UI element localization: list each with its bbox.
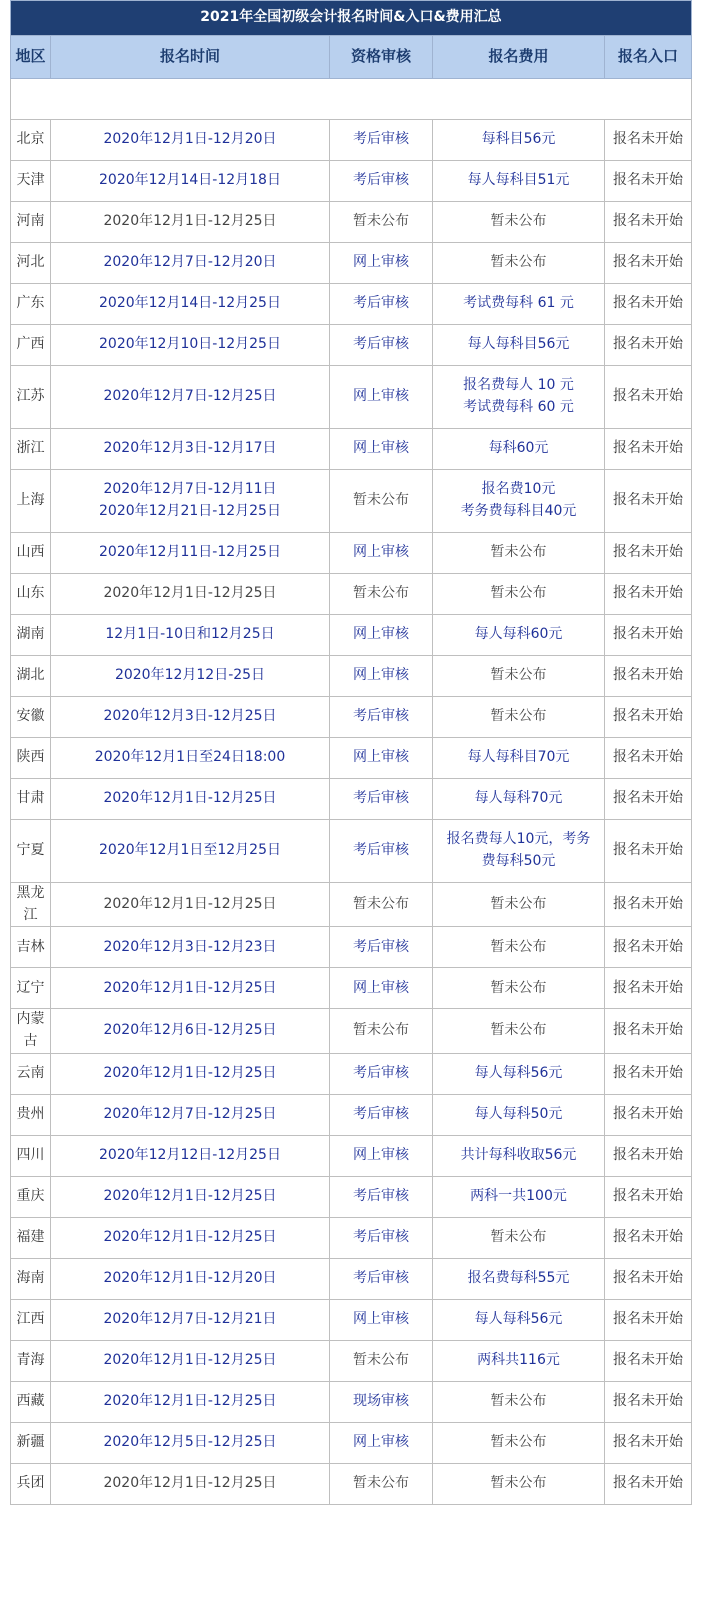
table-row (11, 927, 692, 968)
cell-text-line: 暂未公布 (490, 708, 547, 725)
region-cell: 安徽 (11, 697, 51, 738)
cell-text-line: 2020年12月12日-12月25日 (99, 1146, 281, 1163)
region-cell: 江苏 (11, 366, 51, 429)
cell-text-line: 2020年12月3日-12月23日 (103, 938, 277, 955)
table-row (11, 1053, 692, 1094)
review-cell: 考后审核 (330, 120, 433, 161)
cell-text-line: 2020年12月14日-12月25日 (99, 295, 281, 312)
time-cell (51, 574, 330, 615)
cell-text-line: 2020年12月1日-12月25日 (103, 1228, 277, 1245)
fee-cell (433, 968, 605, 1009)
cell-text-line: 暂未公布 (490, 979, 547, 996)
table-row (11, 202, 692, 243)
time-cell (51, 697, 330, 738)
review-cell: 考后审核 (330, 1258, 433, 1299)
review-cell: 考后审核 (330, 1094, 433, 1135)
time-cell (51, 883, 330, 927)
region-cell: 广东 (11, 284, 51, 325)
entry-cell: 报名未开始 (605, 120, 692, 161)
region-cell: 福建 (11, 1217, 51, 1258)
entry-cell: 报名未开始 (605, 1381, 692, 1422)
entry-cell: 报名未开始 (605, 1463, 692, 1504)
table-row (11, 1135, 692, 1176)
table-row (11, 1094, 692, 1135)
table-row (11, 1217, 692, 1258)
fee-cell (433, 1463, 605, 1504)
table-row (11, 243, 692, 284)
region-cell: 天津 (11, 161, 51, 202)
table-row (11, 1009, 692, 1053)
time-cell (51, 1053, 330, 1094)
cell-text-line: 暂未公布 (490, 667, 547, 684)
time-cell (51, 1299, 330, 1340)
cell-text-line: 每人每科目56元 (467, 336, 570, 353)
fee-cell (433, 366, 605, 429)
entry-cell: 报名未开始 (605, 1340, 692, 1381)
region-cell: 甘肃 (11, 779, 51, 820)
fee-cell (433, 243, 605, 284)
cell-text-line: 2020年12月1日至24日18:00 (94, 749, 286, 766)
entry-cell: 报名未开始 (605, 779, 692, 820)
cell-text-line: 每人每科56元 (474, 1310, 563, 1327)
cell-text-line: 报名费10元 (481, 481, 556, 498)
table-row (11, 1258, 692, 1299)
review-cell: 考后审核 (330, 1053, 433, 1094)
review-cell: 考后审核 (330, 1176, 433, 1217)
region-cell: 贵州 (11, 1094, 51, 1135)
cell-text-line: 费每科50元 (481, 853, 556, 869)
cell-text-line: 2020年12月1日至12月25日 (99, 842, 281, 859)
cell-text-line: 2020年12月12日-25日 (114, 667, 266, 684)
cell-text-line: 暂未公布 (490, 544, 547, 561)
cell-text-line: 每人每科目70元 (467, 749, 570, 766)
fee-cell (433, 429, 605, 470)
review-cell: 网上审核 (330, 656, 433, 697)
entry-cell: 报名未开始 (605, 366, 692, 429)
entry-cell: 报名未开始 (605, 1009, 692, 1053)
cell-text-line: 2020年12月1日-12月25日 (103, 1064, 277, 1081)
table-header-row (11, 36, 692, 79)
table-row (11, 779, 692, 820)
entry-cell: 报名未开始 (605, 615, 692, 656)
time-cell (51, 1340, 330, 1381)
cell-text-line: 每人每科50元 (474, 1105, 563, 1122)
fee-cell (433, 697, 605, 738)
review-cell: 暂未公布 (330, 1009, 433, 1053)
time-cell (51, 1258, 330, 1299)
cell-text-line: 两科一共100元 (470, 1187, 567, 1204)
cell-text-line: 2020年12月1日-12月20日 (103, 131, 277, 148)
review-cell: 暂未公布 (330, 883, 433, 927)
review-cell: 考后审核 (330, 697, 433, 738)
region-cell: 山西 (11, 533, 51, 574)
table-row (11, 1299, 692, 1340)
time-cell (51, 779, 330, 820)
cell-text-line: 2020年12月7日-12月11日 (103, 481, 277, 498)
fee-cell (433, 284, 605, 325)
table-row (11, 1463, 692, 1504)
entry-cell: 报名未开始 (605, 325, 692, 366)
entry-cell: 报名未开始 (605, 656, 692, 697)
region-cell: 内蒙古 (11, 1009, 51, 1053)
table-row (11, 1381, 692, 1422)
entry-cell: 报名未开始 (605, 470, 692, 533)
entry-cell: 报名未开始 (605, 883, 692, 927)
fee-cell (433, 533, 605, 574)
header-region: 地区 (11, 36, 51, 79)
entry-cell: 报名未开始 (605, 1258, 692, 1299)
time-cell (51, 325, 330, 366)
entry-cell: 报名未开始 (605, 820, 692, 883)
table-title: 2021年全国初级会计报名时间&入口&费用汇总 (11, 1, 692, 36)
cell-text-line: 2020年12月3日-12月17日 (103, 440, 277, 457)
cell-text-line: 2020年12月1日-12月25日 (103, 790, 277, 807)
fee-cell (433, 1258, 605, 1299)
time-cell (51, 120, 330, 161)
cell-text-line: 暂未公布 (490, 1433, 547, 1450)
entry-cell: 报名未开始 (605, 1053, 692, 1094)
table-row (11, 1422, 692, 1463)
table-row (11, 120, 692, 161)
fee-cell (433, 1135, 605, 1176)
time-cell (51, 1381, 330, 1422)
table-row (11, 533, 692, 574)
cell-text-line: 每人每科60元 (474, 626, 563, 643)
cell-text-line: 每科目56元 (481, 131, 556, 148)
review-cell: 暂未公布 (330, 1463, 433, 1504)
cell-text-line: 暂未公布 (490, 254, 547, 271)
cell-text-line: 暂未公布 (490, 585, 547, 602)
fee-cell (433, 738, 605, 779)
cell-text-line: 两科共116元 (477, 1351, 560, 1368)
time-cell (51, 1135, 330, 1176)
entry-cell: 报名未开始 (605, 1176, 692, 1217)
review-cell: 暂未公布 (330, 470, 433, 533)
cell-text-line: 2020年12月1日-12月25日 (103, 1392, 277, 1409)
review-cell: 网上审核 (330, 533, 433, 574)
cell-text-line: 暂未公布 (490, 1392, 547, 1409)
header-entry: 报名入口 (605, 36, 692, 79)
entry-cell: 报名未开始 (605, 429, 692, 470)
time-cell (51, 161, 330, 202)
review-cell: 考后审核 (330, 779, 433, 820)
cell-text-line: 2020年12月11日-12月25日 (99, 544, 281, 561)
table-row (11, 968, 692, 1009)
entry-cell: 报名未开始 (605, 284, 692, 325)
cell-text-line: 2020年12月1日-12月25日 (103, 585, 277, 602)
cell-text-line: 每人每科目51元 (467, 172, 570, 189)
review-cell: 暂未公布 (330, 574, 433, 615)
fee-cell (433, 1381, 605, 1422)
cell-text-line: 暂未公布 (490, 213, 547, 230)
review-cell: 考后审核 (330, 325, 433, 366)
region-cell: 河南 (11, 202, 51, 243)
time-cell (51, 1009, 330, 1053)
table-row (11, 656, 692, 697)
table-row (11, 1176, 692, 1217)
time-cell (51, 927, 330, 968)
review-cell: 考后审核 (330, 927, 433, 968)
review-cell: 考后审核 (330, 161, 433, 202)
table-row (11, 1340, 692, 1381)
cell-text-line: 2020年12月21日-12月25日 (99, 503, 281, 519)
region-cell: 云南 (11, 1053, 51, 1094)
fee-cell (433, 820, 605, 883)
cell-text-line: 暂未公布 (490, 1474, 547, 1491)
review-cell: 网上审核 (330, 1135, 433, 1176)
review-cell: 网上审核 (330, 366, 433, 429)
review-cell: 网上审核 (330, 738, 433, 779)
table-row (11, 470, 692, 533)
review-cell: 暂未公布 (330, 1340, 433, 1381)
time-cell (51, 1176, 330, 1217)
cell-text-line: 2020年12月5日-12月25日 (103, 1433, 277, 1450)
region-cell: 广西 (11, 325, 51, 366)
cell-text-line: 暂未公布 (490, 1022, 547, 1039)
region-cell: 山东 (11, 574, 51, 615)
cell-text-line: 2020年12月7日-12月25日 (103, 1105, 277, 1122)
cell-text-line: 2020年12月1日-12月25日 (103, 895, 277, 912)
region-cell: 北京 (11, 120, 51, 161)
blank-cell (11, 79, 692, 120)
fee-cell (433, 615, 605, 656)
cell-text-line: 每人每科56元 (474, 1064, 563, 1081)
region-cell: 宁夏 (11, 820, 51, 883)
fee-cell (433, 927, 605, 968)
fee-cell (433, 161, 605, 202)
fee-cell (433, 1094, 605, 1135)
fee-cell (433, 1053, 605, 1094)
time-cell (51, 1094, 330, 1135)
cell-text-line: 考务费每科目40元 (460, 503, 577, 519)
entry-cell: 报名未开始 (605, 574, 692, 615)
cell-text-line: 报名费每科55元 (467, 1269, 570, 1286)
cell-text-line: 考试费每科 60 元 (463, 399, 574, 415)
region-cell: 兵团 (11, 1463, 51, 1504)
table-row (11, 820, 692, 883)
fee-cell (433, 1340, 605, 1381)
time-cell (51, 470, 330, 533)
cell-text-line: 2020年12月1日-12月25日 (103, 1474, 277, 1491)
time-cell (51, 1422, 330, 1463)
cell-text-line: 暂未公布 (490, 1228, 547, 1245)
fee-cell (433, 574, 605, 615)
cell-text-line: 2020年12月14日-12月18日 (99, 172, 281, 189)
cell-text-line: 共计每科收取56元 (460, 1146, 577, 1163)
review-cell: 考后审核 (330, 820, 433, 883)
fee-cell (433, 202, 605, 243)
entry-cell: 报名未开始 (605, 927, 692, 968)
entry-cell: 报名未开始 (605, 738, 692, 779)
entry-cell: 报名未开始 (605, 161, 692, 202)
review-cell: 现场审核 (330, 1381, 433, 1422)
entry-cell: 报名未开始 (605, 697, 692, 738)
header-fee: 报名费用 (433, 36, 605, 79)
cell-text-line: 暂未公布 (490, 895, 547, 912)
cell-text-line: 报名费每人10元，考务 (446, 831, 591, 848)
entry-cell: 报名未开始 (605, 1217, 692, 1258)
table-row (11, 738, 692, 779)
cell-text-line: 2020年12月1日-12月25日 (103, 979, 277, 996)
cell-text-line: 2020年12月7日-12月20日 (103, 254, 277, 271)
fee-cell (433, 1176, 605, 1217)
time-cell (51, 738, 330, 779)
time-cell (51, 284, 330, 325)
fee-cell (433, 656, 605, 697)
time-cell (51, 615, 330, 656)
cell-text-line: 2020年12月1日-12月20日 (103, 1269, 277, 1286)
cell-text-line: 12月1日-10日和12月25日 (105, 626, 275, 643)
fee-cell (433, 1217, 605, 1258)
entry-cell: 报名未开始 (605, 1422, 692, 1463)
registration-summary-table (10, 0, 692, 1505)
header-time: 报名时间 (51, 36, 330, 79)
region-cell: 新疆 (11, 1422, 51, 1463)
cell-text-line: 2020年12月1日-12月25日 (103, 1351, 277, 1368)
fee-cell (433, 325, 605, 366)
fee-cell (433, 120, 605, 161)
table-row (11, 366, 692, 429)
table-row (11, 574, 692, 615)
region-cell: 湖南 (11, 615, 51, 656)
region-cell: 上海 (11, 470, 51, 533)
review-cell: 考后审核 (330, 1217, 433, 1258)
region-cell: 陕西 (11, 738, 51, 779)
review-cell: 网上审核 (330, 243, 433, 284)
blank-row (11, 79, 692, 120)
fee-cell (433, 470, 605, 533)
cell-text-line: 2020年12月7日-12月21日 (103, 1310, 277, 1327)
table-body (11, 79, 692, 1505)
review-cell: 暂未公布 (330, 202, 433, 243)
entry-cell: 报名未开始 (605, 968, 692, 1009)
cell-text-line: 2020年12月7日-12月25日 (103, 388, 277, 405)
table-row (11, 325, 692, 366)
review-cell: 网上审核 (330, 1299, 433, 1340)
region-cell: 辽宁 (11, 968, 51, 1009)
time-cell (51, 533, 330, 574)
cell-text-line: 每科60元 (488, 440, 549, 457)
review-cell: 网上审核 (330, 429, 433, 470)
time-cell (51, 1217, 330, 1258)
region-cell: 河北 (11, 243, 51, 284)
header-review: 资格审核 (330, 36, 433, 79)
entry-cell: 报名未开始 (605, 202, 692, 243)
table-row (11, 161, 692, 202)
table-row (11, 284, 692, 325)
cell-text-line: 2020年12月1日-12月25日 (103, 213, 277, 230)
table-row (11, 883, 692, 927)
entry-cell: 报名未开始 (605, 1299, 692, 1340)
time-cell (51, 202, 330, 243)
region-cell: 重庆 (11, 1176, 51, 1217)
entry-cell: 报名未开始 (605, 533, 692, 574)
fee-cell (433, 883, 605, 927)
region-cell: 西藏 (11, 1381, 51, 1422)
fee-cell (433, 1299, 605, 1340)
time-cell (51, 243, 330, 284)
fee-cell (433, 1009, 605, 1053)
region-cell: 黑龙江 (11, 883, 51, 927)
cell-text-line: 暂未公布 (490, 938, 547, 955)
time-cell (51, 1463, 330, 1504)
time-cell (51, 656, 330, 697)
table-title-row (11, 1, 692, 36)
review-cell: 网上审核 (330, 615, 433, 656)
region-cell: 浙江 (11, 429, 51, 470)
review-cell: 网上审核 (330, 968, 433, 1009)
cell-text-line: 2020年12月6日-12月25日 (103, 1022, 277, 1039)
table-row (11, 429, 692, 470)
cell-text-line: 报名费每人 10 元 (463, 377, 574, 394)
region-cell: 吉林 (11, 927, 51, 968)
entry-cell: 报名未开始 (605, 243, 692, 284)
time-cell (51, 429, 330, 470)
table-row (11, 697, 692, 738)
table-row (11, 615, 692, 656)
fee-cell (433, 779, 605, 820)
review-cell: 考后审核 (330, 284, 433, 325)
region-cell: 青海 (11, 1340, 51, 1381)
entry-cell: 报名未开始 (605, 1094, 692, 1135)
cell-text-line: 考试费每科 61 元 (463, 295, 574, 312)
cell-text-line: 每人每科70元 (474, 790, 563, 807)
fee-cell (433, 1422, 605, 1463)
time-cell (51, 820, 330, 883)
time-cell (51, 968, 330, 1009)
review-cell: 网上审核 (330, 1422, 433, 1463)
region-cell: 四川 (11, 1135, 51, 1176)
cell-text-line: 2020年12月3日-12月25日 (103, 708, 277, 725)
region-cell: 海南 (11, 1258, 51, 1299)
region-cell: 江西 (11, 1299, 51, 1340)
entry-cell: 报名未开始 (605, 1135, 692, 1176)
cell-text-line: 2020年12月1日-12月25日 (103, 1187, 277, 1204)
time-cell (51, 366, 330, 429)
region-cell: 湖北 (11, 656, 51, 697)
cell-text-line: 2020年12月10日-12月25日 (99, 336, 281, 353)
